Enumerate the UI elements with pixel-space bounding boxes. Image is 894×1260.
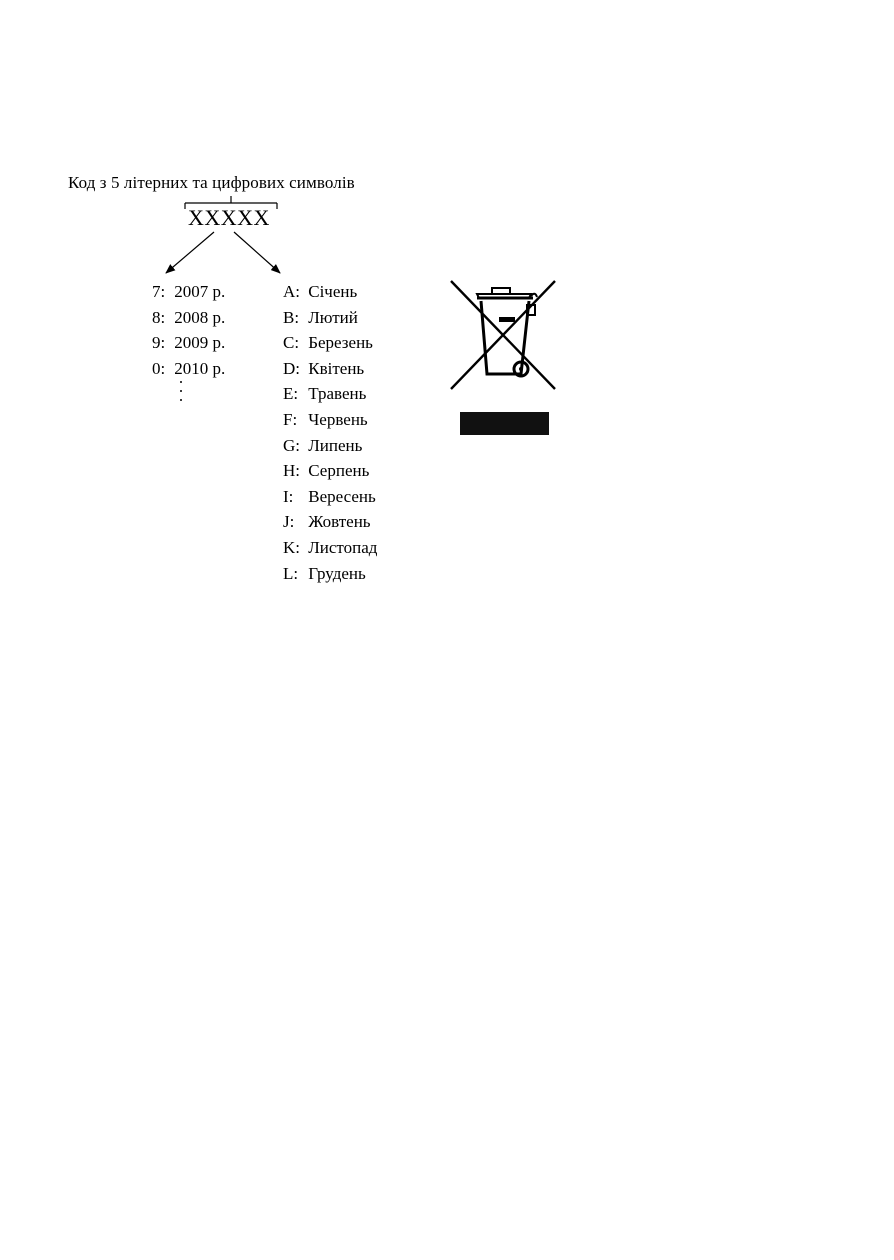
- list-item: [152, 279, 225, 305]
- month-key: C:: [283, 333, 300, 353]
- list-item: [283, 356, 377, 382]
- year-value: 2010 р.: [174, 358, 226, 378]
- month-value: Січень: [308, 282, 358, 301]
- list-item: [283, 279, 377, 305]
- month-key: E:: [283, 384, 299, 404]
- list-item: [283, 509, 377, 535]
- month-key: B:: [283, 307, 300, 327]
- list-item: [283, 535, 377, 561]
- month-arrow: [234, 232, 280, 273]
- code-description-title: Код з 5 літерних та цифрових символів: [68, 173, 355, 192]
- month-key: H:: [283, 461, 300, 481]
- month-value: Лютий: [308, 307, 358, 327]
- list-item: [283, 433, 377, 459]
- month-key: I:: [283, 486, 294, 506]
- list-item: [283, 330, 377, 356]
- month-value: Вересень: [308, 486, 376, 506]
- month-key: A:: [283, 282, 300, 301]
- list-item: [152, 330, 225, 356]
- list-item: [283, 458, 377, 484]
- list-item: [283, 305, 377, 331]
- month-value: Жовтень: [308, 512, 371, 532]
- list-item: [283, 381, 377, 407]
- month-key: L:: [283, 563, 299, 583]
- month-value: Березень: [308, 333, 373, 353]
- month-value: Липень: [308, 435, 363, 455]
- year-key: 0:: [152, 358, 166, 378]
- list-item: [152, 305, 225, 331]
- month-key: F:: [283, 409, 298, 429]
- list-item: [283, 484, 377, 510]
- year-value: 2008 р.: [174, 307, 226, 327]
- year-code-list: [152, 279, 225, 381]
- year-key: 7:: [152, 282, 166, 301]
- year-key: 9:: [152, 333, 166, 353]
- month-value: Квітень: [308, 358, 365, 378]
- month-key: D:: [283, 358, 300, 378]
- year-value: 2009 р.: [174, 333, 226, 353]
- list-item: [283, 561, 377, 587]
- month-value: Серпень: [308, 461, 370, 481]
- month-value: Грудень: [308, 563, 366, 583]
- year-value: 2007 р.: [174, 282, 226, 301]
- month-key: J:: [283, 512, 295, 532]
- month-value: Травень: [308, 384, 367, 404]
- month-code-list: [283, 279, 377, 586]
- month-key: G:: [283, 435, 300, 455]
- year-arrow: [166, 232, 214, 273]
- code-placeholder: XXXXX: [188, 205, 270, 230]
- month-value: Листопад: [308, 537, 378, 557]
- month-value: Червень: [308, 409, 368, 429]
- vertical-ellipsis-icon: [178, 381, 184, 405]
- crossed-out-wheelie-bin-icon: [449, 279, 557, 391]
- month-key: K:: [283, 537, 300, 557]
- list-item: [283, 407, 377, 433]
- year-key: 8:: [152, 307, 166, 327]
- list-item: [152, 356, 225, 382]
- weee-black-bar: [460, 412, 549, 435]
